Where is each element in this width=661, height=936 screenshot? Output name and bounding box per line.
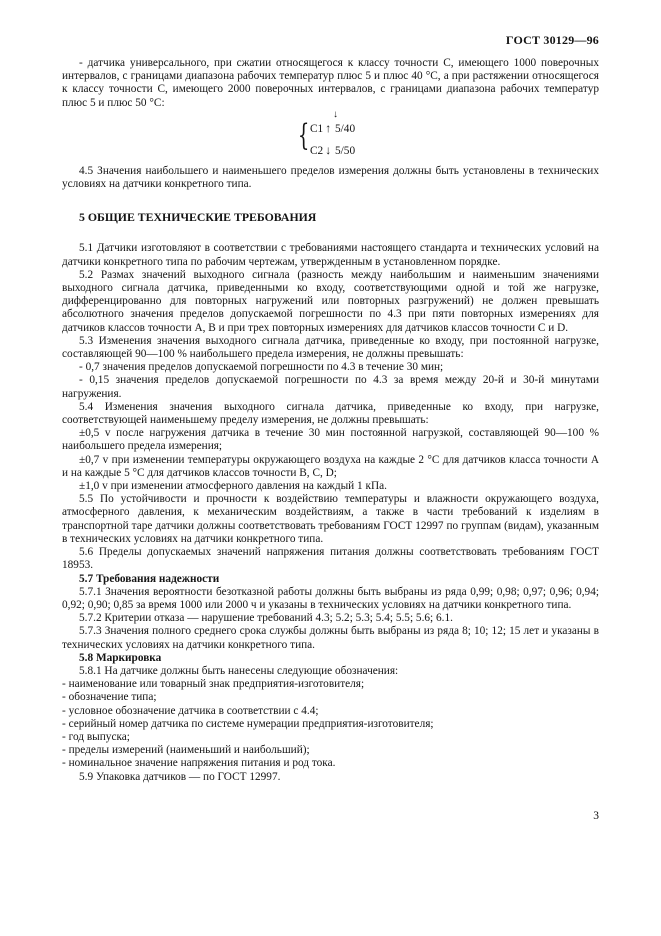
paragraph-5-4: 5.4 Изменения значения выходного сигнала датчика, приведенные ко входу, при нагрузке, соответствующей наименьшему пределу измерения, не должны превышать: bbox=[62, 400, 599, 427]
section-5-title: 5 ОБЩИЕ ТЕХНИЧЕСКИЕ ТРЕБОВАНИЯ bbox=[79, 210, 317, 225]
compression-arrow-icon: ↓ bbox=[325, 142, 332, 157]
designation-formula bbox=[62, 108, 599, 162]
tension-arrow-icon: ↑ bbox=[325, 120, 332, 135]
document-body bbox=[62, 57, 599, 784]
list-item: - номинальное значение напряжения питания и род тока. bbox=[62, 757, 336, 770]
list-item: - обозначение типа; bbox=[62, 691, 157, 704]
list-item: - условное обозначение датчика в соответствии с 4.4; bbox=[62, 704, 319, 717]
paragraph-5-7-3: 5.7.3 Значения полного среднего срока службы должны быть выбраны из ряда 8; 10; 12; 15 лет и указаны в технических условиях на датчики конкретного типа. bbox=[62, 625, 599, 651]
list-item: - наименование или товарный знак предприятия-изготовителя; bbox=[62, 678, 365, 691]
formula-brace: { bbox=[297, 117, 310, 153]
list-item: - серийный номер датчика по системе нумерации предприятия-изготовителя; bbox=[62, 717, 434, 730]
paragraph-5-4-c: ±1,0 v при изменении атмосферного давления на каждый 1 кПа. bbox=[79, 480, 387, 493]
paragraph-5-3-a: - 0,7 значения пределов допускаемой погрешности по 4.3 в течение 30 мин; bbox=[79, 361, 444, 374]
paragraph-5-2: 5.2 Размах значений выходного сигнала (разность между наибольшим и наименьшим значениями выходного сигнала датчика, приведенными ко входу, соответствующими одной и той же нагрузке, дифференцированно для повторных нагружений или повторных разгружений) не должен превышать абсолютного значения пределов допускаемой погрешности по 4.3 при пяти повторных измерениях для датчиков классов точности А, В и при трех повторных измерениях для датчиков классов точности С и D. bbox=[62, 268, 599, 334]
paragraph-5-1: 5.1 Датчики изготовляют в соответствии с требованиями настоящего стандарта и технических условий на датчики конкретного типа по рабочим чертежам, утвержденным в установленном порядке. bbox=[62, 242, 599, 268]
formula-value-2: 5/50 bbox=[335, 144, 356, 157]
subsection-5-7-title: 5.7 Требования надежности bbox=[79, 572, 220, 585]
paragraph-5-4-b: ±0,7 v при изменении температуры окружающего воздуха на каждые 2 °С для датчиков класса точности А и на каждые 5 °С для датчиков классов точности В, С, D; bbox=[62, 453, 599, 479]
formula-class-2: С2 bbox=[310, 144, 324, 157]
paragraph-5-6: 5.6 Пределы допускаемых значений напряжения питания должны соответствовать требованиям ГОСТ 18953. bbox=[62, 546, 599, 572]
formula-value-1: 5/40 bbox=[335, 122, 356, 135]
paragraph-5-4-a: ±0,5 v после нагружения датчика в течение 30 мин постоянной нагрузкой, составляющей 90—100 % наибольшего предела измерения; bbox=[62, 427, 599, 453]
paragraph-5-8-1: 5.8.1 На датчике должны быть нанесены следующие обозначения: bbox=[79, 664, 399, 677]
paragraph-5-9: 5.9 Упаковка датчиков — по ГОСТ 12997. bbox=[79, 770, 281, 783]
list-item: - пределы измерений (наименьший и наибольший); bbox=[62, 744, 310, 757]
subsection-5-8-title: 5.8 Маркировка bbox=[79, 651, 162, 664]
formula-class-1: С1 bbox=[310, 122, 324, 135]
paragraph-5-5: 5.5 По устойчивости и прочности к воздействию температуры и влажности окружающего воздуха, атмосферного давления, к механическим воздействиям, а также в части требований к изделиям в транспортной таре датчики должны соответствовать требованиям ГОСТ 12997 по группам (видам), указанным в технических условиях на датчики конкретного типа. bbox=[62, 493, 599, 545]
list-item: - год выпуска; bbox=[62, 730, 130, 743]
formula-row-2 bbox=[310, 144, 355, 158]
paragraph-5-3-b: - 0,15 значения пределов допускаемой погрешности по 4.3 за время между 20-й и 30-й минутами нагружения. bbox=[62, 374, 599, 400]
document-code-header: ГОСТ 30129—96 bbox=[505, 33, 599, 47]
formula-row-1 bbox=[310, 122, 355, 136]
paragraph-5-7-1: 5.7.1 Значения вероятности безотказной работы должны быть выбраны из ряда 0,99; 0,98; 0,97; 0,96; 0,94; 0,92; 0,90; 0,85 за время 1000 или 2000 ч и указаны в технических условиях на датчики конкретного типа. bbox=[62, 585, 599, 611]
paragraph-5-3: 5.3 Изменения значения выходного сигнала датчика, приведенные ко входу, при постоянной нагрузке, составляющей 90—100 % наибольшего предела измерения, не должны превышать: bbox=[62, 334, 599, 361]
paragraph-sensor-universal: - датчика универсального, при сжатии относящегося к классу точности С, имеющего 1000 поверочных интервалов, с границами диапазона рабочих температур плюс 5 и плюс 40 °С, а при растяжении относящегося к классу точности С, имеющего 2000 поверочных интервалов, с границами диапазона рабочих температур плюс 5 и плюс 50 °С: bbox=[62, 57, 599, 109]
compression-arrow: ↓ bbox=[333, 108, 338, 120]
paragraph-4-5: 4.5 Значения наибольшего и наименьшего пределов измерения должны быть установлены в технических условиях на датчики конкретного типа. bbox=[62, 164, 599, 191]
page-number: 3 bbox=[593, 810, 599, 822]
paragraph-5-7-2: 5.7.2 Критерии отказа — нарушение требований 4.3; 5.2; 5.3; 5.4; 5.5; 5.6; 6.1. bbox=[79, 612, 453, 625]
